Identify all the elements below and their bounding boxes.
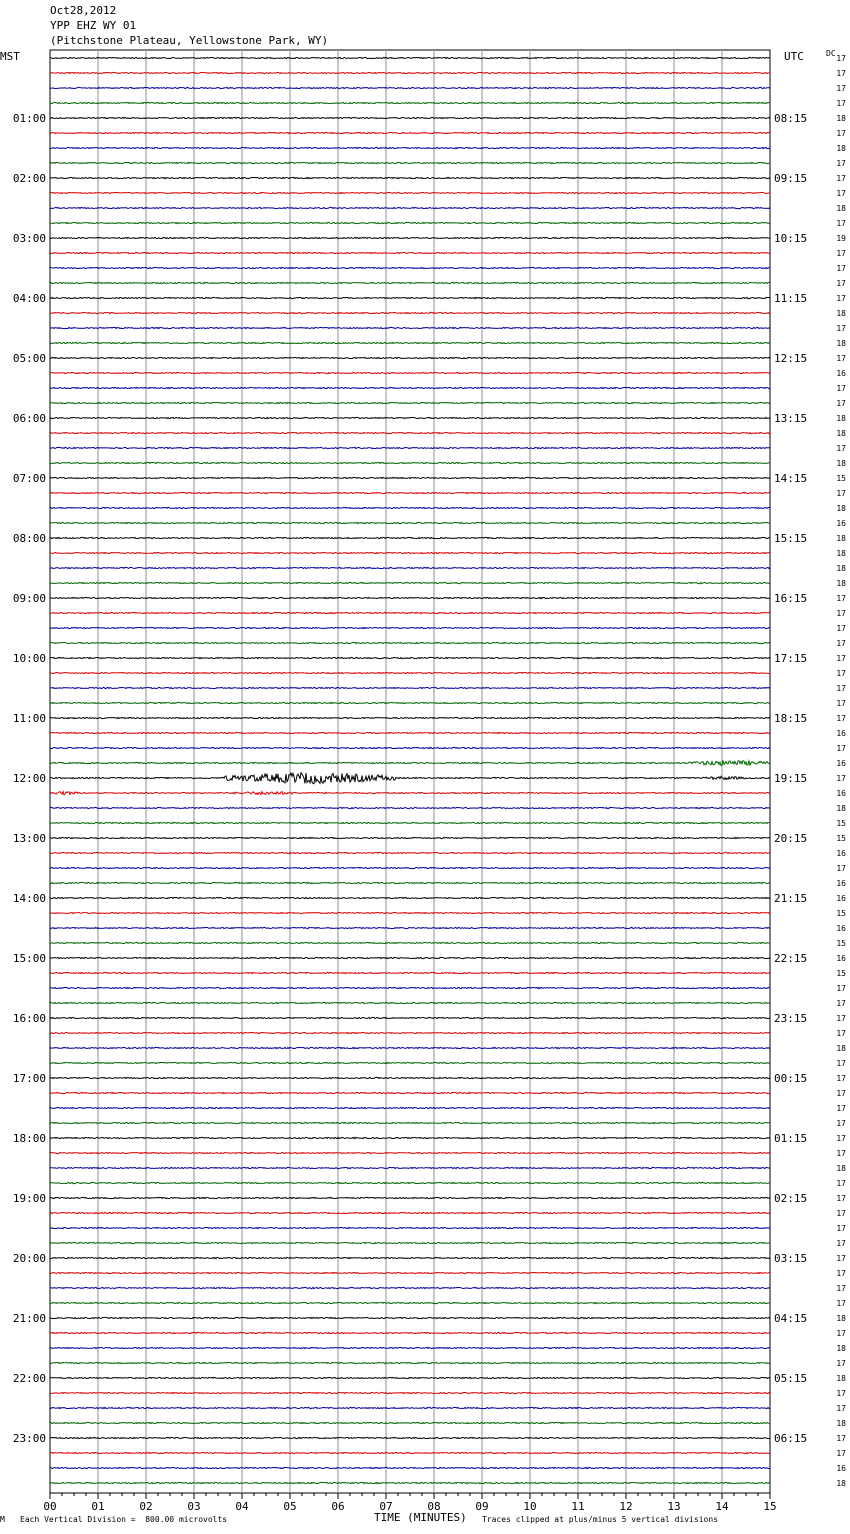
left-hour-label: 09:00 (12, 592, 46, 605)
trace-line (50, 642, 770, 643)
trace-line (50, 687, 770, 688)
left-hour-label: 11:00 (12, 712, 46, 725)
trace-line (50, 567, 770, 568)
x-tick-label: 11 (571, 1500, 585, 1513)
trace-line (50, 882, 770, 883)
scale-note: Each Vertical Division = 800.00 microvolts (20, 1515, 228, 1524)
right-hour-label: 18:15 (774, 712, 808, 725)
x-tick-label: 12 (619, 1500, 633, 1513)
right-hour-label: 12:15 (774, 352, 808, 365)
dc-offset-label: 18 (836, 1344, 846, 1353)
trace-line (50, 537, 770, 538)
dc-offset-label: 18 (836, 339, 846, 348)
dc-offset-label: 17 (836, 654, 846, 663)
trace-line (50, 1212, 770, 1213)
left-hour-label: 19:00 (12, 1192, 46, 1205)
dc-offset-label: 17 (836, 294, 846, 303)
trace-line (50, 207, 770, 208)
trace-line (50, 1392, 770, 1393)
dc-offset-label: 17 (836, 84, 846, 93)
left-hour-label: 01:00 (12, 112, 46, 125)
right-hour-label: 11:15 (774, 292, 808, 305)
dc-offset-label: 19 (836, 234, 846, 243)
x-axis (43, 1493, 776, 1513)
right-hour-label: 14:15 (774, 472, 808, 485)
dc-offset-label: 15 (836, 474, 846, 483)
dc-offset-label: 16 (836, 789, 846, 798)
left-hour-label: 10:00 (12, 652, 46, 665)
trace-line (50, 1332, 770, 1333)
dc-offset-label: 16 (836, 894, 846, 903)
trace-line (50, 1272, 770, 1273)
trace-line (50, 1422, 770, 1423)
right-hour-label: 21:15 (774, 892, 808, 905)
dc-offset-label: 17 (836, 444, 846, 453)
trace-line (50, 237, 770, 238)
dc-offset-label: 15 (836, 834, 846, 843)
trace-line (50, 282, 770, 283)
trace-line (50, 1377, 770, 1378)
dc-offset-label: 17 (836, 1119, 846, 1128)
x-tick-label: 10 (523, 1500, 537, 1513)
dc-offset-label: 16 (836, 729, 846, 738)
dc-offset-label: 17 (836, 249, 846, 258)
dc-offset-label: 18 (836, 429, 846, 438)
trace-line (50, 462, 770, 463)
trace-line (50, 822, 770, 823)
trace-line (50, 267, 770, 268)
dc-offset-label: 17 (836, 1299, 846, 1308)
trace-line (50, 942, 770, 943)
trace-line (50, 837, 770, 838)
trace-line (50, 1317, 770, 1318)
dc-offset-label: 17 (836, 999, 846, 1008)
trace-line (50, 1482, 770, 1483)
trace-line (50, 760, 770, 765)
trace-line (50, 1257, 770, 1258)
trace-line (50, 477, 770, 478)
dc-offset-label: 17 (836, 489, 846, 498)
x-tick-label: 04 (235, 1500, 249, 1513)
trace-line (50, 507, 770, 508)
x-tick-label: 08 (427, 1500, 441, 1513)
trace-line (50, 1032, 770, 1033)
trace-line (50, 297, 770, 298)
left-hour-label: 05:00 (12, 352, 46, 365)
trace-line (50, 657, 770, 658)
dc-offset-label: 18 (836, 114, 846, 123)
dc-offset-label: 18 (836, 414, 846, 423)
trace-line (50, 1077, 770, 1078)
left-hour-label: 12:00 (12, 772, 46, 785)
dc-offset-label: 17 (836, 1074, 846, 1083)
trace-line (50, 672, 770, 673)
dc-offset-label: 16 (836, 924, 846, 933)
dc-offset-label: 16 (836, 879, 846, 888)
dc-offset-label: 17 (836, 1194, 846, 1203)
trace-line (50, 1437, 770, 1438)
x-tick-label: 00 (43, 1500, 57, 1513)
trace-line (50, 552, 770, 553)
trace-line (50, 72, 770, 73)
x-tick-label: 15 (763, 1500, 777, 1513)
right-hour-label: 15:15 (774, 532, 808, 545)
trace-line (50, 852, 770, 853)
dc-offset-label: 17 (836, 1404, 846, 1413)
trace-line (50, 1107, 770, 1108)
trace-line (50, 732, 770, 733)
dc-offset-label: 17 (836, 1104, 846, 1113)
trace-line (50, 773, 770, 784)
dc-offset-label: 18 (836, 459, 846, 468)
trace-line (50, 1227, 770, 1228)
trace-line (50, 1302, 770, 1303)
trace-line (50, 1092, 770, 1093)
trace-line (50, 222, 770, 223)
dc-offset-label: 18 (836, 1479, 846, 1488)
right-hour-label: 23:15 (774, 1012, 808, 1025)
x-tick-label: 13 (667, 1500, 681, 1513)
x-tick-label: 07 (379, 1500, 393, 1513)
trace-line (50, 627, 770, 628)
dc-label: DC (826, 49, 836, 58)
dc-offset-label: 17 (836, 1284, 846, 1293)
trace-line (50, 957, 770, 958)
left-hour-label: 04:00 (12, 292, 46, 305)
dc-offset-label: 17 (836, 1014, 846, 1023)
right-hour-label: 13:15 (774, 412, 808, 425)
dc-offset-label: 17 (836, 699, 846, 708)
dc-offset-label: 17 (836, 1134, 846, 1143)
trace-line (50, 582, 770, 583)
left-hour-label: 14:00 (12, 892, 46, 905)
dc-offset-label: 17 (836, 69, 846, 78)
right-hour-label: 06:15 (774, 1432, 808, 1445)
time-grid (50, 50, 770, 1493)
trace-line (50, 1197, 770, 1198)
trace-line (50, 912, 770, 913)
right-hour-label: 22:15 (774, 952, 808, 965)
trace-line (50, 357, 770, 358)
dc-offset-label: 17 (836, 54, 846, 63)
trace-line (50, 417, 770, 418)
dc-offset-label: 18 (836, 564, 846, 573)
right-hour-label: 16:15 (774, 592, 808, 605)
trace-line (50, 972, 770, 973)
dc-offset-label: 17 (836, 279, 846, 288)
trace-line (50, 102, 770, 103)
dc-offset-label: 17 (836, 684, 846, 693)
trace-line (50, 1167, 770, 1168)
dc-offset-label: 17 (836, 264, 846, 273)
trace-line (50, 192, 770, 193)
trace-line (50, 807, 770, 808)
x-tick-label: 05 (283, 1500, 297, 1513)
trace-line (50, 792, 770, 795)
trace-line (50, 87, 770, 88)
x-tick-label: 09 (475, 1500, 489, 1513)
dc-offset-label: 17 (836, 984, 846, 993)
trace-line (50, 132, 770, 133)
dc-offset-label: 17 (836, 1179, 846, 1188)
right-hour-label: 03:15 (774, 1252, 808, 1265)
trace-line (50, 612, 770, 613)
right-hour-label: 00:15 (774, 1072, 808, 1085)
dc-offset-label: 17 (836, 384, 846, 393)
right-hour-label: 05:15 (774, 1372, 808, 1385)
station-location: (Pitchstone Plateau, Yellowstone Park, WY) (50, 34, 329, 47)
dc-offset-label: 18 (836, 549, 846, 558)
dc-offset-label: 17 (836, 399, 846, 408)
trace-line (50, 522, 770, 523)
plot-date: Oct28,2012 (50, 4, 117, 17)
left-hour-label: 20:00 (12, 1252, 46, 1265)
trace-line (50, 987, 770, 988)
dc-offset-label: 15 (836, 939, 846, 948)
dc-offset-label: 17 (836, 219, 846, 228)
x-axis-title: TIME (MINUTES) (374, 1511, 467, 1524)
dc-offset-label: 17 (836, 1029, 846, 1038)
left-hour-label: 08:00 (12, 532, 46, 545)
corner-mark: M (0, 1515, 5, 1524)
dc-offset-label: 18 (836, 534, 846, 543)
dc-offset-label: 17 (836, 609, 846, 618)
dc-offset-label: 18 (836, 579, 846, 588)
dc-offset-label: 18 (836, 1164, 846, 1173)
trace-line (50, 1062, 770, 1063)
right-hour-label: 09:15 (774, 172, 808, 185)
trace-line (50, 1152, 770, 1153)
dc-offset-label: 17 (836, 354, 846, 363)
left-hour-label: 18:00 (12, 1132, 46, 1145)
trace-line (50, 432, 770, 433)
left-hour-label: 15:00 (12, 952, 46, 965)
dc-offset-label: 17 (836, 1209, 846, 1218)
left-hour-label: 22:00 (12, 1372, 46, 1385)
right-hour-label: 10:15 (774, 232, 808, 245)
trace-line (50, 312, 770, 313)
left-hour-label: 17:00 (12, 1072, 46, 1085)
trace-line (50, 147, 770, 148)
dc-offset-label: 16 (836, 759, 846, 768)
trace-line (50, 162, 770, 163)
dc-offset-label: 16 (836, 369, 846, 378)
right-hour-label: 04:15 (774, 1312, 808, 1325)
trace-line (50, 492, 770, 493)
right-hour-label: 02:15 (774, 1192, 808, 1205)
dc-offset-label: 17 (836, 714, 846, 723)
left-hour-label: 13:00 (12, 832, 46, 845)
trace-line (50, 1407, 770, 1408)
trace-line (50, 867, 770, 868)
trace-line (50, 927, 770, 928)
trace-line (50, 57, 770, 58)
dc-offset-label: 18 (836, 1314, 846, 1323)
trace-group (50, 57, 770, 1483)
right-hour-label: 01:15 (774, 1132, 808, 1145)
right-hour-label: 17:15 (774, 652, 808, 665)
left-hour-label: 21:00 (12, 1312, 46, 1325)
left-hour-label: 02:00 (12, 172, 46, 185)
dc-offset-label: 17 (836, 639, 846, 648)
right-hour-label: 20:15 (774, 832, 808, 845)
trace-line (50, 897, 770, 898)
right-hour-label: 08:15 (774, 112, 808, 125)
trace-line (50, 387, 770, 388)
dc-offset-label: 16 (836, 849, 846, 858)
dc-offset-label: 18 (836, 1419, 846, 1428)
dc-offset-label: 17 (836, 174, 846, 183)
dc-offset-label: 16 (836, 1464, 846, 1473)
trace-line (50, 1452, 770, 1453)
trace-line (50, 1017, 770, 1018)
trace-line (50, 327, 770, 328)
trace-line (50, 342, 770, 343)
trace-line (50, 1002, 770, 1003)
clip-note: Traces clipped at plus/minus 5 vertical divisions (482, 1515, 719, 1524)
x-tick-label: 03 (187, 1500, 201, 1513)
trace-line (50, 1467, 770, 1468)
dc-offset-label: 17 (836, 99, 846, 108)
dc-offset-label: 18 (836, 1374, 846, 1383)
dc-offset-label: 17 (836, 624, 846, 633)
trace-line (50, 177, 770, 178)
dc-offset-label: 18 (836, 204, 846, 213)
x-tick-label: 06 (331, 1500, 345, 1513)
dc-offset-label: 18 (836, 1044, 846, 1053)
trace-line (50, 747, 770, 748)
left-hour-label: 23:00 (12, 1432, 46, 1445)
dc-offset-label: 17 (836, 324, 846, 333)
dc-offset-label: 17 (836, 129, 846, 138)
left-hour-label: 16:00 (12, 1012, 46, 1025)
trace-line (50, 597, 770, 598)
left-hour-label: 03:00 (12, 232, 46, 245)
x-tick-label: 14 (715, 1500, 729, 1513)
trace-line (50, 252, 770, 253)
dc-offset-label: 17 (836, 1359, 846, 1368)
trace-line (50, 402, 770, 403)
dc-offset-label: 18 (836, 309, 846, 318)
dc-offset-label: 17 (836, 1329, 846, 1338)
dc-offset-label: 17 (836, 864, 846, 873)
dc-offset-label: 17 (836, 1059, 846, 1068)
dc-offset-label: 15 (836, 819, 846, 828)
trace-line (50, 1182, 770, 1183)
dc-offset-label: 15 (836, 909, 846, 918)
dc-offset-label: 17 (836, 594, 846, 603)
dc-offset-label: 17 (836, 189, 846, 198)
station-code: YPP EHZ WY 01 (50, 19, 137, 32)
dc-offset-label: 17 (836, 1239, 846, 1248)
dc-offset-label: 17 (836, 1254, 846, 1263)
dc-offset-label: 17 (836, 159, 846, 168)
dc-offset-label: 17 (836, 1089, 846, 1098)
trace-line (50, 702, 770, 703)
trace-line (50, 447, 770, 448)
dc-offset-label: 18 (836, 144, 846, 153)
dc-offset-label: 15 (836, 969, 846, 978)
dc-offset-label: 18 (836, 804, 846, 813)
trace-line (50, 1362, 770, 1363)
left-timezone-label: MST (0, 50, 20, 63)
dc-offset-label: 16 (836, 519, 846, 528)
trace-line (50, 1287, 770, 1288)
trace-line (50, 1122, 770, 1123)
dc-offset-label: 17 (836, 1449, 846, 1458)
trace-line (50, 117, 770, 118)
dc-offset-label: 17 (836, 1269, 846, 1278)
dc-offset-label: 17 (836, 774, 846, 783)
trace-line (50, 1242, 770, 1243)
trace-line (50, 1137, 770, 1138)
trace-line (50, 1347, 770, 1348)
x-tick-label: 01 (91, 1500, 105, 1513)
dc-offset-label: 17 (836, 1389, 846, 1398)
dc-offset-label: 18 (836, 504, 846, 513)
trace-line (50, 372, 770, 373)
left-hour-label: 07:00 (12, 472, 46, 485)
right-hour-label: 19:15 (774, 772, 808, 785)
dc-offset-label: 17 (836, 744, 846, 753)
dc-offset-label: 17 (836, 1224, 846, 1233)
plot-frame (50, 50, 770, 1493)
dc-offset-label: 17 (836, 1434, 846, 1443)
dc-offset-label: 17 (836, 669, 846, 678)
left-hour-label: 06:00 (12, 412, 46, 425)
right-timezone-label: UTC (784, 50, 804, 63)
trace-line (50, 1047, 770, 1048)
dc-offset-label: 17 (836, 1149, 846, 1158)
dc-offset-label: 16 (836, 954, 846, 963)
trace-line (50, 717, 770, 718)
x-tick-label: 02 (139, 1500, 153, 1513)
